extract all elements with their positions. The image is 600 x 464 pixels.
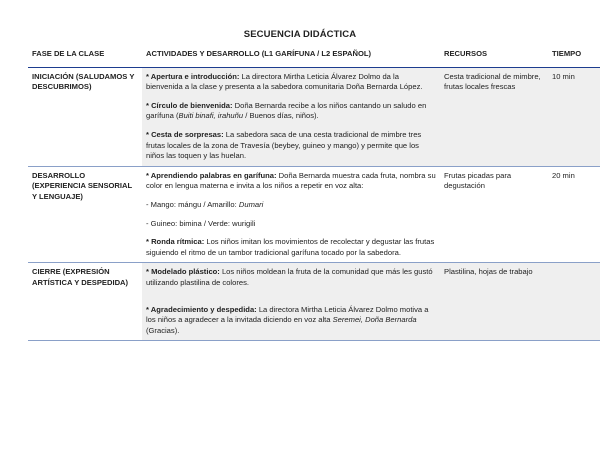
vocabulary-text: - Mango: mángu / Amarillo: [146, 199, 239, 209]
activity-item [146, 267, 436, 288]
resources-cell: Frutas picadas para degustación [440, 166, 548, 263]
activity-item [146, 130, 436, 162]
activity-text: (Gracias). [146, 325, 180, 335]
activity-item [146, 237, 436, 258]
activity-item [146, 72, 436, 93]
resources-cell: Cesta tradicional de mimbre, frutas locales frescas [440, 67, 548, 166]
activity-text: La directora Mirtha Leticia Álvarez Dolmo da la bienvenida a la clase y presenta a la sabedora comunitaria Doña Bernarda López. [146, 71, 423, 92]
table-header-row [28, 46, 600, 67]
document-title: SECUENCIA DIDÁCTICA [243, 29, 357, 40]
activities-cell [142, 263, 440, 341]
resources-cell: Plastilina, hojas de trabajo [440, 263, 548, 341]
activities-cell [142, 166, 440, 263]
activity-title: * Agradecimiento y despedida: [146, 304, 257, 314]
phase-cell: INICIACIÓN (SALUDAMOS Y DESCUBRIMOS) [28, 67, 142, 166]
sequence-table [28, 46, 600, 341]
table-row [28, 67, 600, 166]
activity-title: * Ronda rítmica: [146, 237, 205, 247]
garifuna-phrase: Buiti binafi, irahuñu [178, 111, 244, 121]
activity-item [146, 305, 436, 337]
table-row [28, 263, 600, 341]
activity-text: Los niños imitan los movimientos de recolectar y degustar las frutas siguiendo el ritmo de un tambor tradicional garífuna tocado por la sabedora. [146, 237, 435, 257]
activity-text: Doña Bernarda muestra cada fruta, nombra su color en lengua materna e invita a los niños a repetir en voz alta: [146, 170, 436, 191]
header-activities: ACTIVIDADES Y DESARROLLO (L1 GARÍFUNA / L2 ESPAÑOL) [142, 46, 440, 67]
activities-cell [142, 67, 440, 166]
activity-title: * Aprendiendo palabras en garífuna: [146, 170, 277, 180]
phase-cell: DESARROLLO (EXPERIENCIA SENSORIAL Y LENGUAJE) [28, 166, 142, 263]
activity-item [146, 101, 436, 122]
activity-title: * Círculo de bienvenida: [146, 100, 233, 110]
vocabulary-text: - Guineo: bimina / Verde: wurigili [146, 218, 256, 228]
time-cell: 10 min [548, 67, 600, 166]
time-cell [548, 263, 600, 341]
vocabulary-item [146, 219, 436, 230]
garifuna-phrase: Seremei, Doña Bernarda [332, 315, 417, 325]
vocabulary-item [146, 200, 436, 211]
header-resources: RECURSOS [440, 46, 548, 67]
header-phase: FASE DE LA CLASE [28, 46, 142, 67]
activity-title: * Modelado plástico: [146, 267, 220, 277]
phase-cell: CIERRE (EXPRESIÓN ARTÍSTICA Y DESPEDIDA) [28, 263, 142, 341]
activity-text: Los niños moldean la fruta de la comunidad que más les gustó utilizando plastilina de colores. [146, 267, 433, 287]
activity-text: La sabedora saca de una cesta tradicional de mimbre tres frutas locales de la zona de Travesía (beybey, guineo y mango) y permite que los niños las toquen y las huelan. [146, 129, 422, 161]
garifuna-word: Dumari [238, 199, 264, 209]
activity-text: / Buenos días, niños). [243, 111, 319, 121]
activity-title: * Cesta de sorpresas: [146, 129, 224, 139]
header-time: TIEMPO [548, 46, 600, 67]
activity-text: Doña Bernarda recibe a los niños cantando un saludo en garífuna ( [146, 100, 427, 121]
time-cell: 20 min [548, 166, 600, 263]
activity-title: * Apertura e introducción: [146, 71, 240, 81]
activity-text: La directora Mirtha Leticia Álvarez Dolmo motiva a los niños a agradecer a la invitada diciendo en voz alta [146, 304, 429, 325]
activity-item [146, 171, 436, 192]
table-row [28, 166, 600, 263]
